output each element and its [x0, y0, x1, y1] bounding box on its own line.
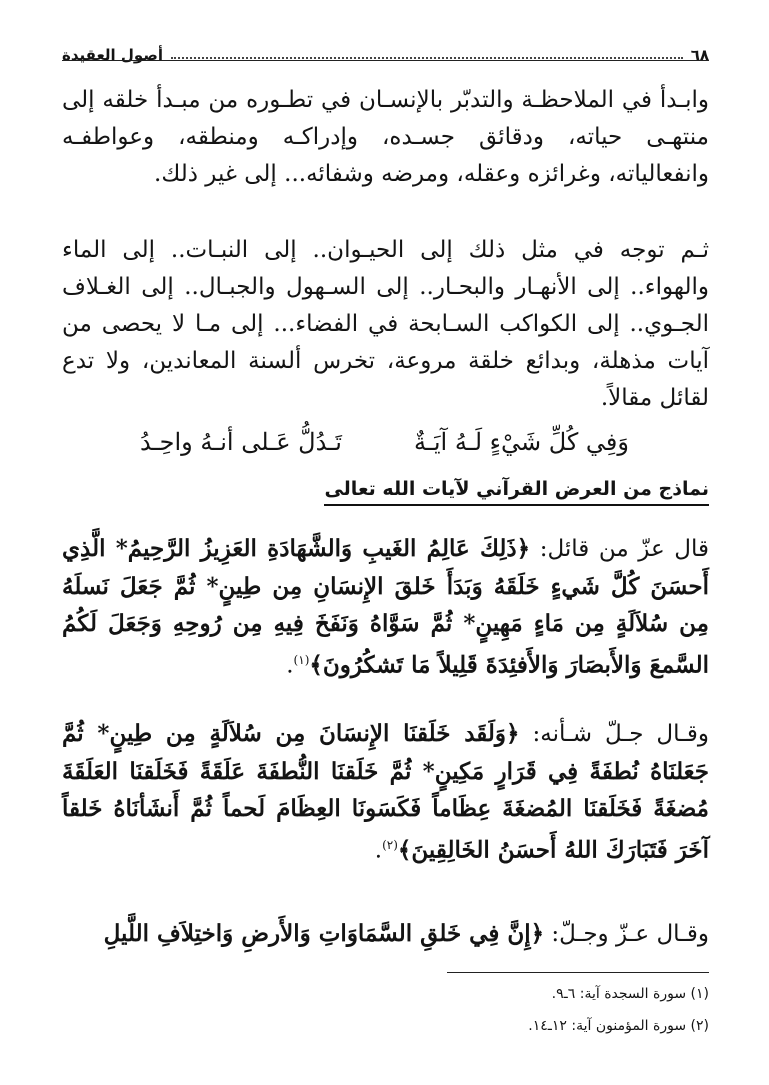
- quote-2-text: ﴿وَلَقَد خَلَقنَا الإِنسَانَ مِن سُلاَلَةٍ مِن طِينٍ* ثُمَّ جَعَلنَاهُ نُطفَةً فِي قَرَارٍ مَكِينٍ* ثُمَّ خَلَقنَا النُّطفَةَ عَلَقَةً فَخَلَقنَا العَلَقَةَ مُضغَةً فَخَلَقنَا المُضغَةَ عِظَاماً فَكَسَونَا العِظَامَ لَحماً ثُمَّ أَنشَأنَاهُ خَلقاً آخَرَ فَتَبَارَكَ اللهُ أَحسَنُ الخَالِقِينَ﴾: [62, 720, 709, 864]
- quran-quote-1: [62, 530, 709, 685]
- header-leader-dots: [171, 57, 683, 59]
- quote-3-intro: وقـال عـزّ وجـلّ:: [544, 921, 709, 947]
- verse-hemistich-1: وَفِي كُلِّ شَيْءٍ لَـهُ آيَـةٌ: [413, 428, 629, 456]
- paragraph-2: ثـم توجه في مثل ذلك إلى الحيـوان.. إلى النبـات.. إلى الماء والهواء.. إلى الأنهـار والبحـار.. إلى السـهول والجبـال.. إلى الغـلاف الجـوي.. إلى الكواكب السـابحة في الفضاء... إلى مـا لا يحصى من آيات مذهلة، وبدائع خلقة مروعة، تخرس ألسنة المعاندين، ولا تدع لقائل مقالاً.: [62, 237, 709, 411]
- footnote-ref-1: (١): [293, 653, 310, 667]
- footnote-1: (١) سورة السجدة آية: ٦ـ٩.: [551, 986, 709, 1002]
- header-rule: [62, 60, 709, 61]
- quote-1-intro: قال عزّ من قائل:: [530, 536, 709, 562]
- section-heading: نماذج من العرض القرآني لآيات الله تعالى: [324, 478, 709, 506]
- quran-quote-2: [62, 715, 709, 870]
- quran-quote-3: [62, 915, 709, 953]
- footnote-separator: [447, 972, 709, 973]
- page-number: ٦٨: [690, 46, 709, 64]
- running-header: [62, 30, 709, 64]
- footnote-ref-2: (٢): [382, 838, 398, 852]
- quote-1-text: ﴿ذَلِكَ عَالِمُ الغَيبِ وَالشَّهَادَةِ العَزِيزُ الرَّحِيمُ* الَّذِي أَحسَنَ كُلَّ شَيءٍ خَلَقَهُ وَبَدَأَ خَلقَ الإِنسَانِ مِن طِينٍ* ثُمَّ جَعَلَ نَسلَهُ مِن سُلاَلَةٍ مِن مَاءٍ مَهِينٍ* ثُمَّ سَوَّاهُ وَنَفَخَ فِيهِ مِن رُوحِهِ وَجَعَلَ لَكُمُ السَّمعَ وَالأَبصَارَ وَالأَفئِدَةَ قَلِيلاً مَا تَشكُرُونَ﴾: [62, 535, 709, 679]
- quote-2-end: .: [374, 837, 383, 864]
- paragraph-1: وابـدأ في الملاحظـة والتدبّر بالإنسـان في تطـوره من مبـدأ خلقه إلى منتهـى حياته، ودقائق جسـده، وإدراكـه ومنطقه، وعواطفـه وانفعالياته، وغرائزه وعقله، ومرضه وشفائه... إلى غير ذلك.: [62, 87, 709, 187]
- quote-1-end: .: [286, 652, 294, 679]
- book-title: أصول العقيدة: [62, 46, 163, 64]
- verse-hemistich-2: تَـدُلُّ عَـلى أنـهُ واحِـدُ: [140, 428, 342, 456]
- poetry-verse: [140, 428, 629, 468]
- footnote-2: (٢) سورة المؤمنون آية: ١٢ـ١٤.: [528, 1018, 709, 1034]
- quote-2-intro: وقـال جـلّ شـأنه:: [519, 721, 709, 747]
- quote-3-text: ﴿إِنَّ فِي خَلقِ السَّمَاوَاتِ وَالأَرضِ وَاختِلاَفِ اللَّيلِ: [103, 920, 545, 947]
